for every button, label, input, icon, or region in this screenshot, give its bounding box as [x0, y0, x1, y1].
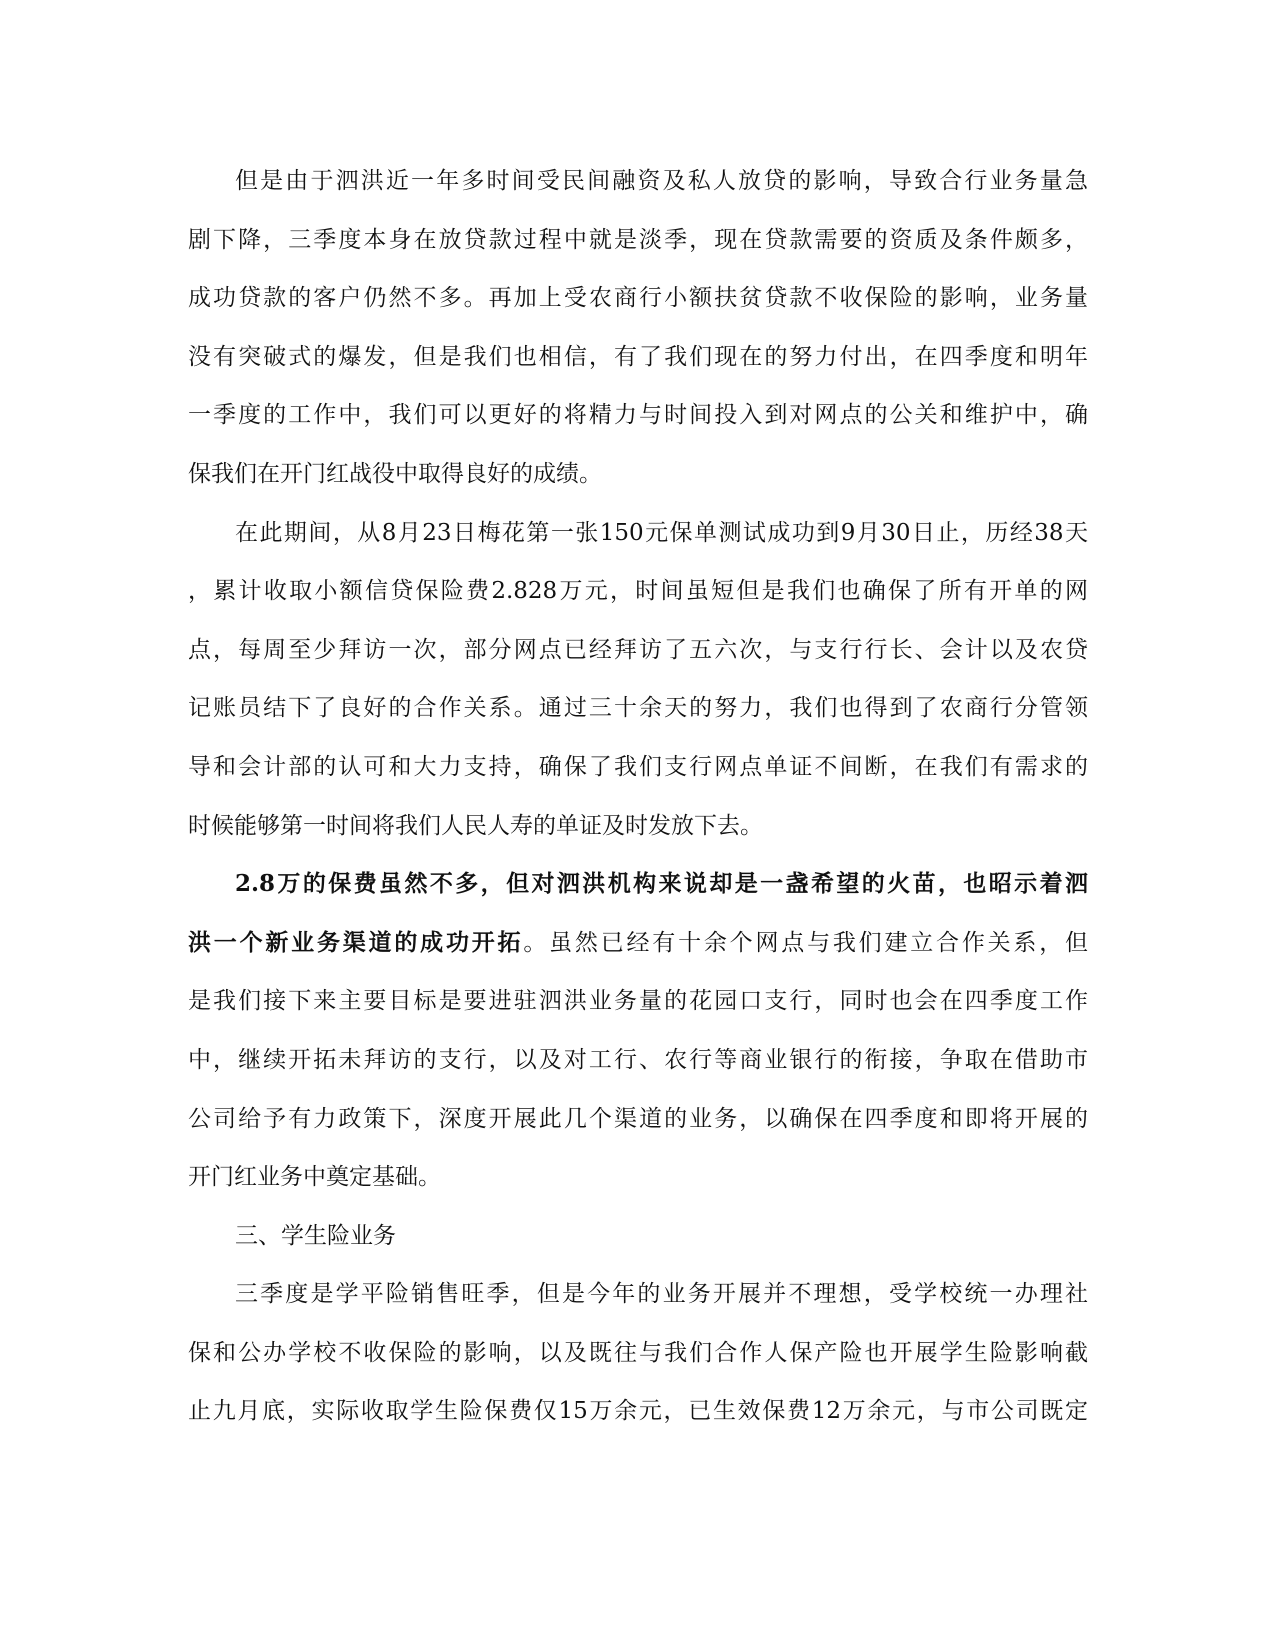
section-heading-student-insurance [188, 1207, 1088, 1266]
text-segment: 。虽然已经有十余个网点与我们建立合作关系，但 [523, 929, 1089, 956]
paragraph-loan-business [188, 152, 1088, 504]
text-line: 成功贷款的客户仍然不多。再加上受农商行小额扶贫贷款不收保险的影响，业务量 [188, 285, 1088, 312]
paragraph-new-channel [188, 855, 1088, 1207]
text-line: 记账员结下了良好的合作关系。通过三十余天的努力，我们也得到了农商行分管领 [188, 695, 1088, 722]
text-line: 三季度是学平险销售旺季，但是今年的业务开展并不理想，受学校统一办理社 [235, 1281, 1088, 1308]
text-line: 是我们接下来主要目标是要进驻泗洪业务量的花园口支行，同时也会在四季度工作 [188, 988, 1088, 1015]
text-line: 一季度的工作中，我们可以更好的将精力与时间投入到对网点的公关和维护中，确 [188, 402, 1088, 429]
text-line: 导和会计部的认可和大力支持，确保了我们支行网点单证不间断，在我们有需求的 [188, 753, 1088, 780]
text-line: ，累计收取小额信贷保险费2.828万元，时间虽短但是我们也确保了所有开单的网 [188, 578, 1088, 605]
document-page [188, 152, 1088, 1441]
text-line: 剧下降，三季度本身在放贷款过程中就是淡季，现在贷款需要的资质及条件颇多， [188, 226, 1088, 253]
text-line: 保我们在开门红战役中取得良好的成绩。 [188, 460, 602, 487]
section-heading: 三、学生险业务 [235, 1222, 396, 1249]
text-line: 但是由于泗洪近一年多时间受民间融资及私人放贷的影响，导致合行业务量急 [235, 168, 1088, 194]
text-line: 保和公办学校不收保险的影响，以及既往与我们合作人保产险也开展学生险影响截 [188, 1339, 1088, 1366]
bold-text-line: 2.8万的保费虽然不多，但对泗洪机构来说却是一盏希望的火苗，也昭示着泗 [235, 870, 1088, 898]
text-line: 开门红业务中奠定基础。 [188, 1164, 441, 1191]
paragraph-student-insurance [188, 1265, 1088, 1441]
text-line-mixed [188, 914, 1088, 973]
text-line: 止九月底，实际收取学生险保费仅15万余元，已生效保费12万余元，与市公司既定 [188, 1398, 1088, 1425]
text-line: 时候能够第一时间将我们人民人寿的单证及时发放下去。 [188, 812, 763, 839]
text-line: 没有突破式的爆发，但是我们也相信，有了我们现在的努力付出，在四季度和明年 [188, 343, 1088, 370]
text-line: 在此期间，从8月23日梅花第一张150元保单测试成功到9月30日止，历经38天 [235, 519, 1088, 546]
text-line: 中，继续开拓未拜访的支行，以及对工行、农行等商业银行的衔接，争取在借助市 [188, 1046, 1088, 1073]
text-line: 公司给予有力政策下，深度开展此几个渠道的业务，以确保在四季度和即将开展的 [188, 1105, 1088, 1132]
text-line: 点，每周至少拜访一次，部分网点已经拜访了五六次，与支行行长、会计以及农贷 [188, 636, 1088, 663]
paragraph-premium-period [188, 504, 1088, 856]
bold-text-segment: 洪一个新业务渠道的成功开拓 [188, 928, 524, 956]
